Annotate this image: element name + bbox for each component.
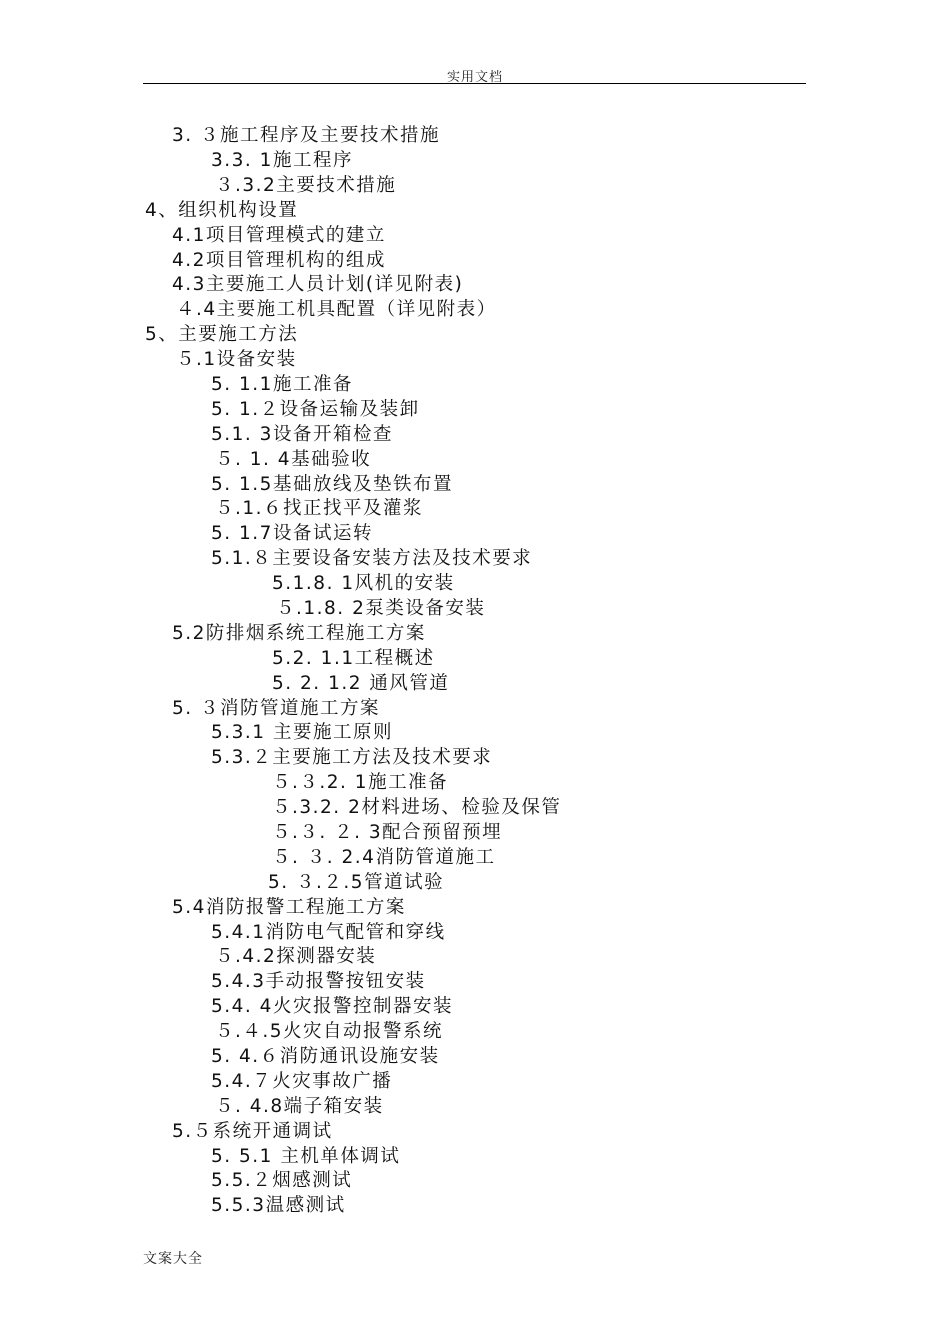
toc-entry: 5.1.8. 1风机的安装 xyxy=(272,573,455,594)
toc-entry: ４.4主要施工机具配置（详见附表） xyxy=(176,299,497,320)
toc-entry: 5.4.1消防电气配管和穿线 xyxy=(211,922,446,943)
toc-entry: ５.４.5火灾自动报警系统 xyxy=(215,1021,444,1042)
page-footer: 文案大全 xyxy=(143,1251,203,1267)
toc-entry: 4.1项目管理模式的建立 xyxy=(172,225,386,246)
toc-entry: 4、组织机构设置 xyxy=(145,200,299,221)
toc-entry: 5. ３.２.5管道试验 xyxy=(268,872,445,893)
toc-entry: 5.3.1 主要施工原则 xyxy=(211,722,393,743)
toc-entry: 3.3. 1施工程序 xyxy=(211,150,353,171)
toc-entry: 4.2项目管理机构的组成 xyxy=(172,250,386,271)
toc-entry: 5.５系统开通调试 xyxy=(172,1121,333,1142)
toc-entry: 5. 2. 1.2 通风管道 xyxy=(272,673,450,694)
toc-entry: 3. ３施工程序及主要技术措施 xyxy=(172,125,441,146)
toc-entry: ５.3.2. 2材料进场、检验及保管 xyxy=(272,797,562,818)
toc-entry: ５. 1. 4基础验收 xyxy=(215,449,372,470)
toc-entry: 5.4.７火灾事故广播 xyxy=(211,1071,393,1092)
toc-entry: 5. 5.1 主机单体调试 xyxy=(211,1146,401,1167)
toc-entry: ５.4.2探测器安装 xyxy=(215,946,377,967)
toc-entry: 5.5.２烟感测试 xyxy=(211,1170,353,1191)
toc-entry: ５.３.2. 1施工准备 xyxy=(272,772,449,793)
toc-entry: 5. 1.1施工准备 xyxy=(211,374,353,395)
toc-entry: 4.3主要施工人员计划(详见附表) xyxy=(172,274,464,295)
toc-entry: 5.4消防报警工程施工方案 xyxy=(172,897,406,918)
page-header: 实用文档 xyxy=(446,70,503,85)
toc-entry: ５.1设备安装 xyxy=(176,349,297,370)
toc-entry: ５.1.8. 2泵类设备安装 xyxy=(276,598,486,619)
toc-entry: 5.4.3手动报警按钮安装 xyxy=(211,971,426,992)
toc-entry: 5. ３消防管道施工方案 xyxy=(172,698,381,719)
toc-entry: ３.3.2主要技术措施 xyxy=(215,175,397,196)
toc-entry: 5.4. 4火灾报警控制器安装 xyxy=(211,996,453,1017)
toc-entry: ５.３. ２. 3配合预留预埋 xyxy=(272,822,503,843)
toc-entry: 5. 1.5基础放线及垫铁布置 xyxy=(211,474,453,495)
toc-entry: 5.2. 1.1工程概述 xyxy=(272,648,435,669)
toc-entry: 5.5.3温感测试 xyxy=(211,1195,346,1216)
toc-entry: ５. 4.8端子箱安装 xyxy=(215,1096,384,1117)
toc-entry: 5.1. 3设备开箱检查 xyxy=(211,424,393,445)
toc-entry: 5、主要施工方法 xyxy=(145,324,299,345)
toc-entry: 5.3.２主要施工方法及技术要求 xyxy=(211,747,493,768)
header-divider xyxy=(143,83,806,84)
toc-entry: 5. 4.６消防通讯设施安装 xyxy=(211,1046,440,1067)
toc-entry: 5.2防排烟系统工程施工方案 xyxy=(172,623,426,644)
toc-entry: 5. 1.7设备试运转 xyxy=(211,523,373,544)
toc-entry: ５. ３. 2.4消防管道施工 xyxy=(272,847,496,868)
toc-entry: 5. 1.２设备运输及装卸 xyxy=(211,399,420,420)
toc-entry: ５.1.６找正找平及灌浆 xyxy=(215,498,424,519)
toc-entry: 5.1.８主要设备安装方法及技术要求 xyxy=(211,548,533,569)
